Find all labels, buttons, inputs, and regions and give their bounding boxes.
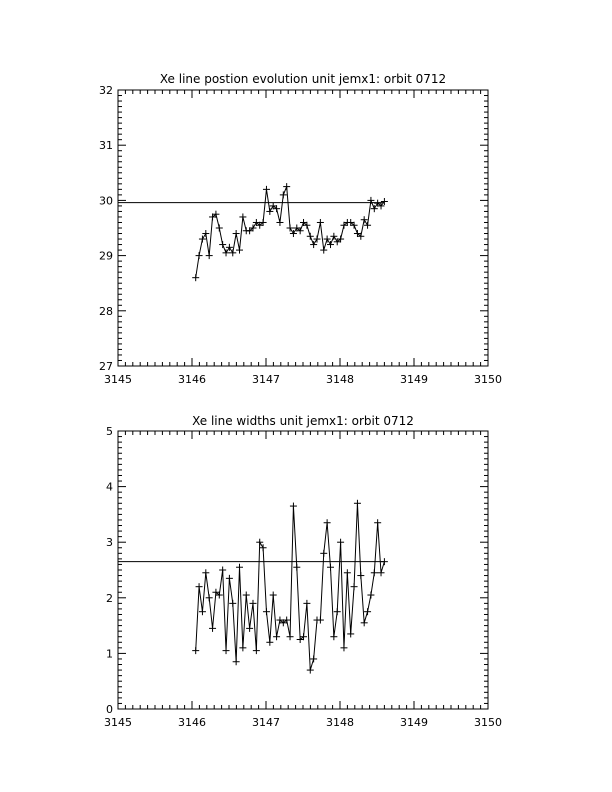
width-chart-title: Xe line widths unit jemx1: orbit 0712 [192, 414, 414, 428]
position-x-tick-label: 3145 [104, 373, 132, 386]
width-x-tick-label: 3145 [104, 716, 132, 729]
position-x-tick-label: 3147 [252, 373, 280, 386]
position-x-tick-label: 3146 [178, 373, 206, 386]
position-y-tick-label: 28 [99, 304, 113, 318]
width-y-tick-label: 2 [106, 591, 113, 605]
width-y-tick-label: 3 [106, 536, 113, 550]
width-x-tick-label: 3148 [326, 716, 354, 729]
position-x-tick-label: 3150 [474, 373, 502, 386]
position-x-tick-label: 3149 [400, 373, 428, 386]
width-y-tick-label: 0 [106, 703, 113, 716]
width-y-tick-label: 1 [106, 647, 113, 661]
position-y-tick-label: 29 [99, 249, 113, 263]
position-y-tick-label: 32 [99, 84, 113, 97]
position-y-tick-label: 30 [99, 194, 113, 208]
width-x-tick-label: 3146 [178, 716, 206, 729]
position-y-tick-label: 31 [99, 139, 113, 153]
width-y-tick-label: 4 [106, 480, 113, 494]
position-x-tick-label: 3148 [326, 373, 354, 386]
width-x-tick-label: 3147 [252, 716, 280, 729]
width-x-tick-label: 3149 [400, 716, 428, 729]
position-y-tick-label: 27 [99, 360, 113, 373]
position-chart-title: Xe line postion evolution unit jemx1: orbit 0712 [159, 72, 447, 86]
width-y-tick-label: 5 [106, 425, 113, 438]
width-x-tick-label: 3150 [474, 716, 502, 729]
